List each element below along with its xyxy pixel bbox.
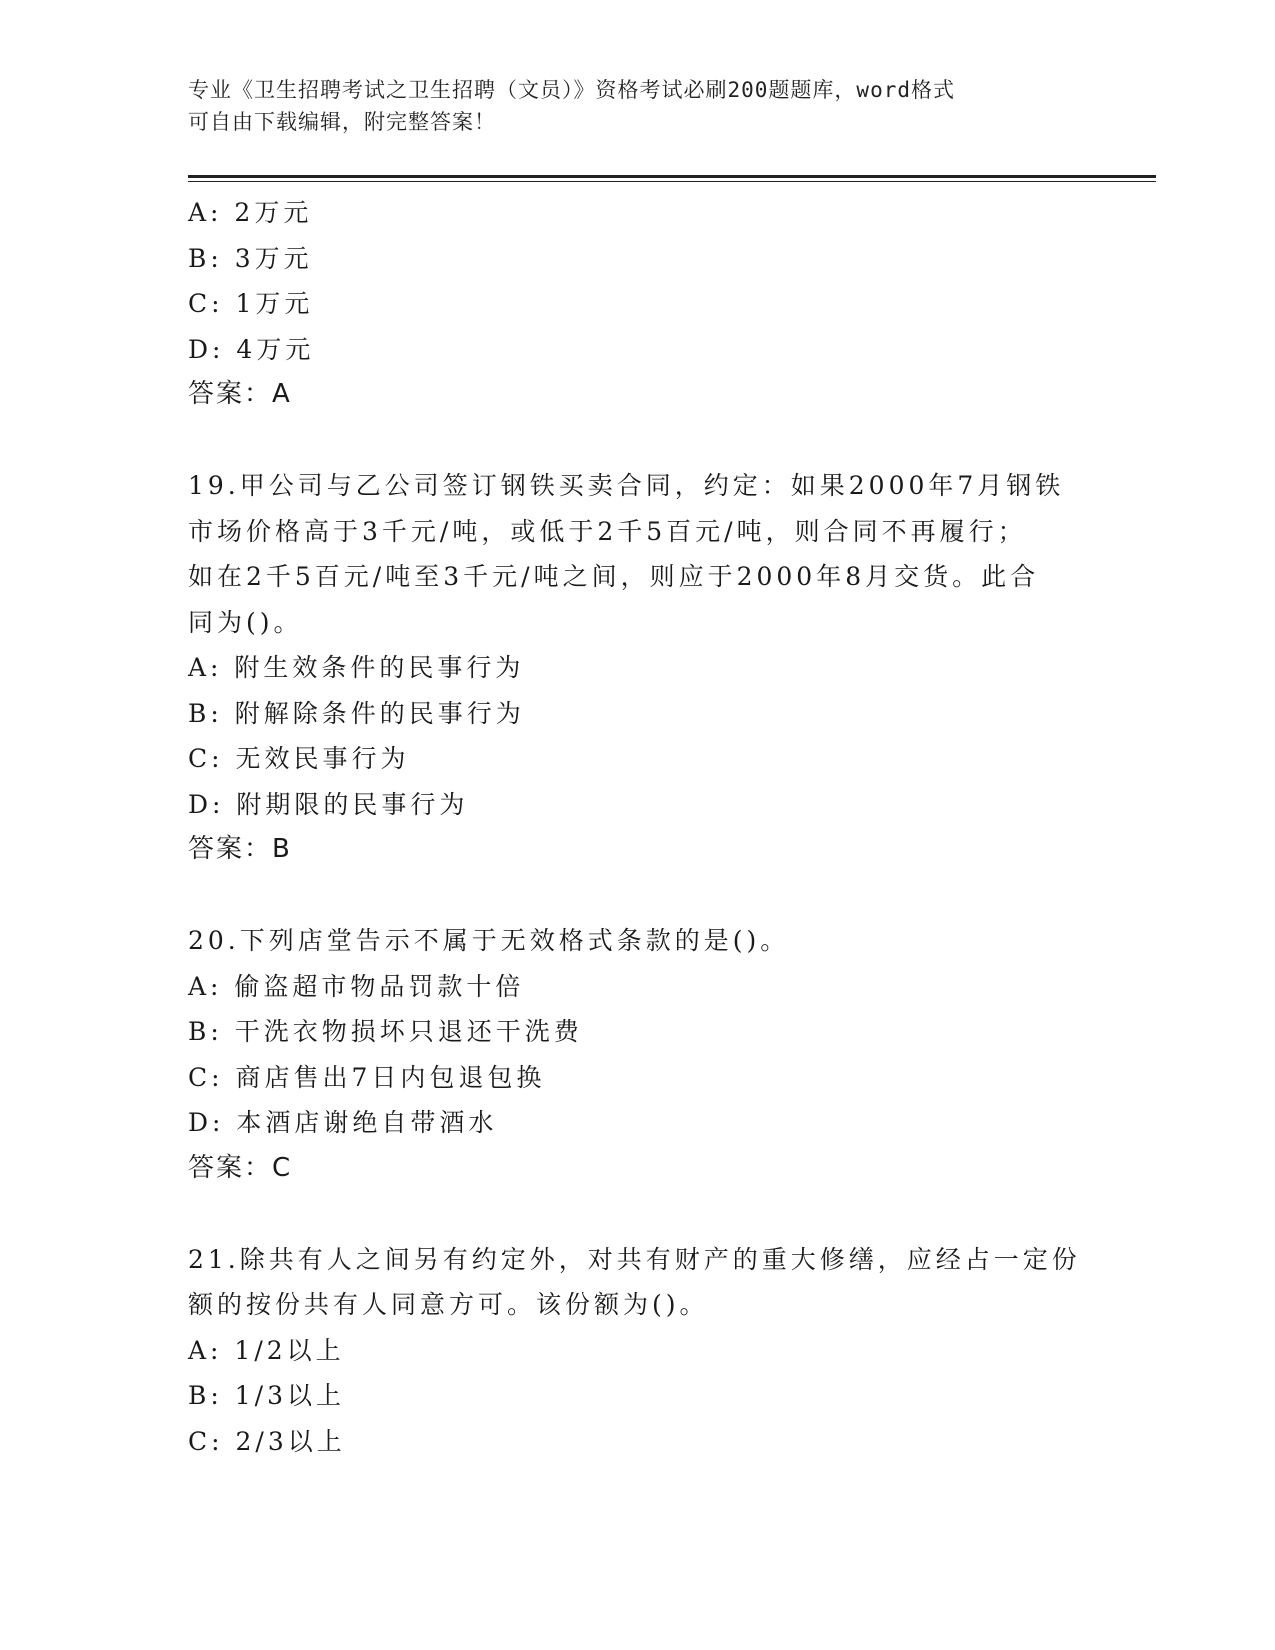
question-text-line: 19.甲公司与乙公司签订钢铁买卖合同，约定：如果2000年7月钢铁 <box>188 471 1065 500</box>
option-c: C: 1万元 <box>188 289 314 318</box>
prev-question-options <box>188 190 1088 418</box>
answer: 答案：A <box>188 379 292 409</box>
option-c: C: 无效民事行为 <box>188 744 410 773</box>
option-d: D: 4万元 <box>188 334 315 364</box>
option-b: B: 干洗衣物损坏只退还干洗费 <box>188 1017 583 1046</box>
option-b: B: 1/3以上 <box>188 1381 345 1410</box>
question-content <box>188 190 1088 1464</box>
header-line-2: 可自由下载编辑，附完整答案！ <box>188 110 496 134</box>
option-a: A: 1/2以上 <box>188 1335 345 1365</box>
question-19 <box>188 463 1088 873</box>
option-a: A: 附生效条件的民事行为 <box>188 653 525 682</box>
question-21 <box>188 1237 1088 1465</box>
header-line-1: 专业《卫生招聘考试之卫生招聘（文员）》资格考试必刷200题题库，word格式 <box>188 78 955 102</box>
spacer <box>188 1191 1088 1237</box>
spacer <box>188 418 1088 464</box>
question-text-line: 同为()。 <box>188 607 303 637</box>
answer: 答案：B <box>188 834 292 864</box>
question-text-line: 额的按份共有人同意方可。该份额为()。 <box>188 1290 709 1319</box>
header-divider-thin <box>188 181 1156 182</box>
option-a: A: 2万元 <box>188 198 313 227</box>
question-text-line: 20.下列店堂告示不属于无效格式条款的是()。 <box>188 926 790 955</box>
answer: 答案：C <box>188 1152 293 1183</box>
option-c: C: 商店售出7日内包退包换 <box>188 1062 546 1092</box>
document-header <box>188 74 1068 138</box>
option-b: B: 附解除条件的民事行为 <box>188 698 525 728</box>
option-d: D: 本酒店谢绝自带酒水 <box>188 1108 498 1137</box>
option-d: D: 附期限的民事行为 <box>188 789 469 819</box>
question-text-line: 21.除共有人之间另有约定外，对共有财产的重大修缮，应经占一定份 <box>188 1244 1081 1274</box>
header-divider-thick <box>188 175 1156 178</box>
option-a: A: 偷盗超市物品罚款十倍 <box>188 971 525 1001</box>
question-text-line: 如在2千5百元/吨至3千元/吨之间，则应于2000年8月交货。此合 <box>188 562 1040 591</box>
option-c: C: 2/3以上 <box>188 1426 346 1456</box>
question-text-line: 市场价格高于3千元/吨，或低于2千5百元/吨，则合同不再履行； <box>188 516 1027 546</box>
option-b: B: 3万元 <box>188 243 313 273</box>
question-20 <box>188 918 1088 1191</box>
spacer <box>188 873 1088 919</box>
